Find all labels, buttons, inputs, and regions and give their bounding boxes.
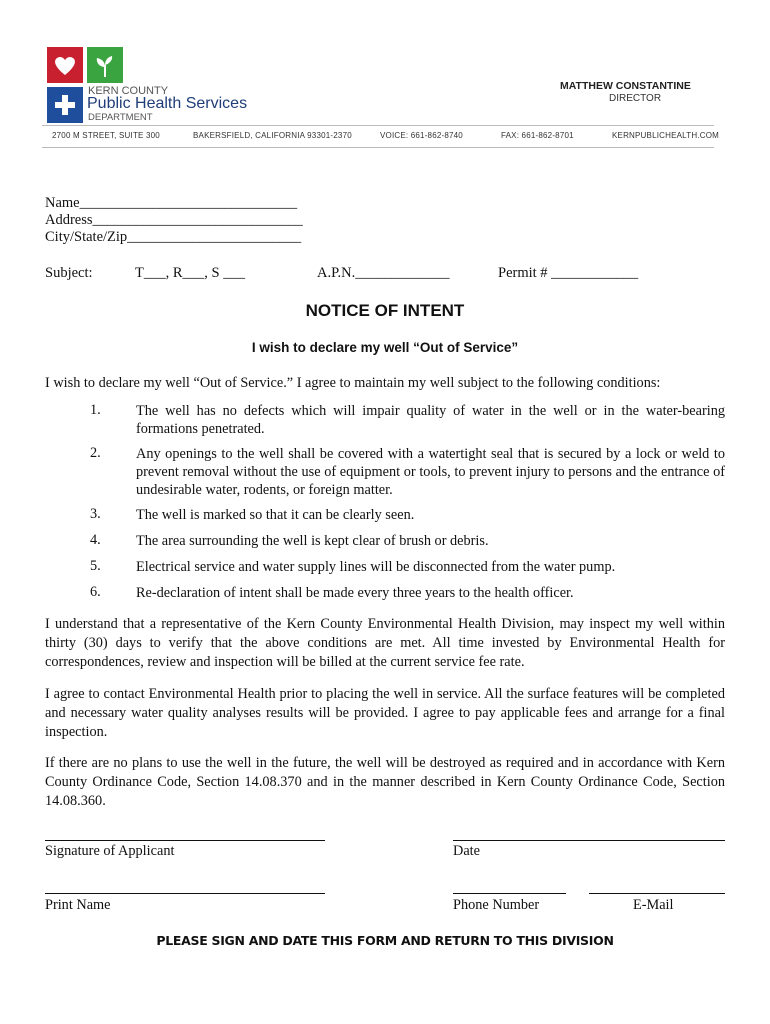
township-range-section-field[interactable]: T___, R___, S ___ — [135, 265, 245, 281]
destruction-paragraph: If there are no plans to use the well in the future, the well will be destroyed as required and in accordance with Kern County Ordinance Code, Section 14.08.370 and in the manner described in Kern County Ordinance Code, Section 14.08.360. — [45, 755, 725, 809]
medical-cross-icon — [47, 87, 83, 123]
email-line[interactable] — [589, 893, 725, 894]
condition-number: 1. — [90, 402, 101, 418]
condition-text: Electrical service and water supply lines will be disconnected from the water pump. — [136, 559, 616, 575]
director-title: DIRECTOR — [609, 93, 662, 104]
date-line[interactable] — [453, 840, 725, 841]
name-field[interactable]: Name______________________________ — [45, 195, 298, 211]
condition-number: 2. — [90, 445, 101, 461]
contact-voice: VOICE: 661-862-8740 — [380, 131, 463, 140]
return-instruction: PLEASE SIGN AND DATE THIS FORM AND RETURN TO THIS DIVISION — [156, 933, 614, 948]
contact-website: KERNPUBLICHEALTH.COM — [612, 131, 719, 140]
org-line1: KERN COUNTY — [88, 85, 169, 97]
contact-paragraph: I agree to contact Environmental Health prior to placing the well in service. All the surface features will be completed and necessary water quality analyses results will be provided. I agree to pay applicable fees and arrange for a final inspection. — [45, 686, 725, 740]
signature-line[interactable] — [45, 840, 325, 841]
condition-text: The well is marked so that it can be clearly seen. — [136, 507, 415, 523]
header-rule-bottom — [42, 147, 714, 148]
form-subtitle: I wish to declare my well “Out of Service” — [251, 340, 519, 355]
contact-city: BAKERSFIELD, CALIFORNIA 93301-2370 — [193, 131, 352, 140]
logo-green-square — [87, 47, 123, 83]
logo-blue-square — [47, 87, 83, 123]
condition-number: 6. — [90, 584, 101, 600]
condition-text: The area surrounding the well is kept clear of brush or debris. — [136, 533, 489, 549]
apn-field[interactable]: A.P.N._____________ — [317, 265, 450, 281]
date-label: Date — [453, 843, 480, 859]
condition-number: 5. — [90, 558, 101, 574]
logo-red-square — [47, 47, 83, 83]
condition-number: 4. — [90, 532, 101, 548]
header-rule-top — [42, 125, 714, 126]
inspection-paragraph: I understand that a representative of the Kern County Environmental Health Division, may inspect my well within thirty (30) days to verify that the above conditions are met. All time invested by Environmental Health for correspondences, review and inspection will be billed at the current service fee rate. — [45, 616, 725, 670]
permit-field[interactable]: Permit # ____________ — [498, 265, 639, 281]
address-field[interactable]: Address_____________________________ — [45, 212, 303, 228]
phone-label: Phone Number — [453, 897, 540, 913]
heart-icon — [47, 47, 83, 83]
print-name-line[interactable] — [45, 893, 325, 894]
contact-address: 2700 M STREET, SUITE 300 — [52, 131, 160, 140]
print-name-label: Print Name — [45, 897, 111, 913]
org-line2: Public Health Services — [87, 95, 248, 112]
intro-text: I wish to declare my well “Out of Service.” I agree to maintain my well subject to the following conditions: — [45, 375, 661, 391]
org-line3: DEPARTMENT — [88, 112, 153, 123]
signature-label: Signature of Applicant — [45, 843, 175, 859]
form-title: NOTICE OF INTENT — [305, 301, 465, 320]
director-name: MATTHEW CONSTANTINE — [560, 80, 691, 92]
city-state-zip-field[interactable]: City/State/Zip________________________ — [45, 229, 302, 245]
condition-number: 3. — [90, 506, 101, 522]
condition-text: Re-declaration of intent shall be made every three years to the health officer. — [136, 585, 574, 601]
phone-line[interactable] — [453, 893, 566, 894]
plant-icon — [87, 47, 123, 83]
condition-text: Any openings to the well shall be covered with a watertight seal that is secured by a lock or weld to prevent removal without the use of equipment or tools, to prevent injury to persons and the entrance of undesirable water, rodents, or foreign matter. — [136, 446, 725, 498]
email-label: E-Mail — [633, 897, 674, 913]
subject-label: Subject: — [45, 265, 93, 281]
contact-fax: FAX: 661-862-8701 — [501, 131, 574, 140]
condition-text: The well has no defects which will impair quality of water in the well or in the water-bearing formations penetrated. — [136, 403, 725, 437]
